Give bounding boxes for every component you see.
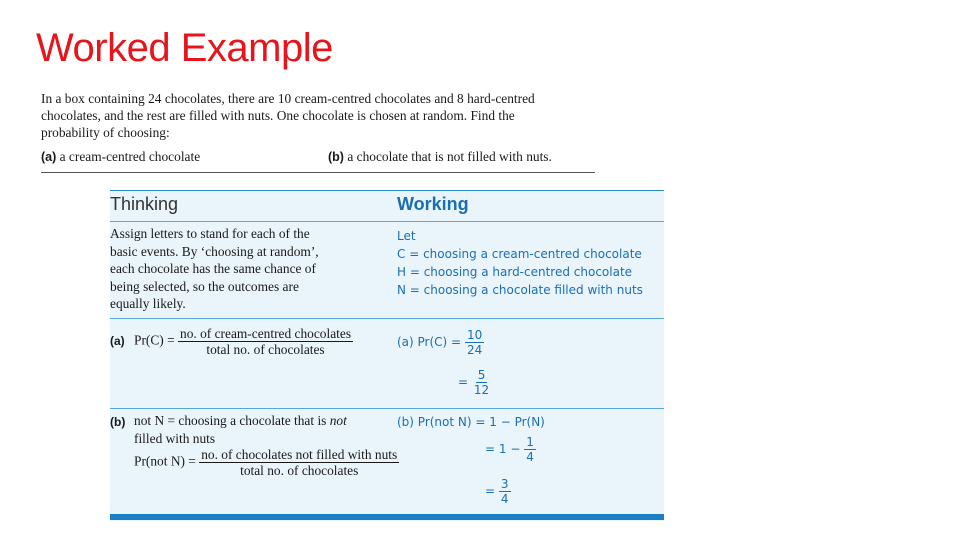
fraction-denominator: 12 [473, 383, 490, 397]
slide-title: Worked Example [36, 26, 333, 70]
thinking-line: basic events. By ‘choosing at random’, [110, 243, 319, 259]
part-b [328, 149, 552, 165]
working-a [397, 328, 484, 357]
working-b-line1: (b) Pr(not N) = 1 − Pr(N) [397, 415, 545, 429]
part-a-text: a cream-centred chocolate [59, 149, 201, 164]
emphasis-not: not [329, 413, 347, 428]
working-a-fraction [465, 328, 484, 357]
working-a-fraction-simplified [472, 368, 491, 397]
fraction-numerator: 10 [466, 328, 483, 342]
thinking-heading: Thinking [110, 194, 179, 214]
part-a [41, 149, 200, 165]
part-a-label: (a) [41, 150, 57, 164]
fraction-numerator: no. of cream-centred chocolates [180, 326, 352, 341]
part-b-label: (b) [328, 150, 344, 164]
working-heading: Working [397, 194, 469, 214]
working-line: Let [397, 229, 416, 243]
formula-a [134, 326, 353, 357]
working-b-eq2: = 1 − [485, 442, 521, 456]
fraction-numerator: 5 [477, 368, 486, 382]
row-divider [110, 408, 664, 409]
solution-table [110, 190, 664, 521]
formula-b-lhs: Pr(not N) = [134, 453, 196, 469]
working-a-step2 [458, 368, 491, 397]
definition-text: not N = choosing a chocolate that is [134, 413, 327, 428]
fraction-denominator: 4 [526, 450, 534, 464]
formula-a-fraction [178, 326, 353, 357]
working-line: C = choosing a cream-centred chocolate [397, 247, 642, 261]
table-bottom-bar [110, 514, 664, 520]
fraction-denominator: 24 [466, 343, 483, 357]
thinking-line: Assign letters to stand for each of the [110, 226, 310, 241]
definition-line2: filled with nuts [134, 431, 216, 446]
thinking-line: equally likely. [110, 296, 186, 311]
formula-a-lhs: Pr(C) = [134, 332, 175, 348]
working-a-prefix: (a) Pr(C) = [397, 335, 462, 349]
formula-b [134, 447, 399, 478]
working-line: H = choosing a hard-centred chocolate [397, 265, 633, 279]
fraction-numerator: 1 [526, 435, 534, 449]
formula-b-fraction [199, 447, 399, 478]
row-a-label: (a) [110, 334, 125, 348]
fraction-denominator: 4 [500, 492, 509, 506]
row-b-label: (b) [110, 415, 126, 429]
equals-sign: = [458, 375, 469, 389]
problem-line: probability of choosing: [41, 125, 170, 140]
row-b-definition [134, 413, 347, 429]
working-b-step3 [485, 477, 511, 506]
working-b-fraction [524, 435, 536, 464]
fraction-numerator: no. of chocolates not filled with nuts [201, 447, 398, 462]
working-b-step2 [485, 435, 536, 464]
divider [41, 172, 595, 173]
problem-line: In a box containing 24 chocolates, there are 10 cream-centred chocolates and 8 hard-centred [41, 91, 535, 106]
fraction-numerator: 3 [500, 477, 509, 491]
row-divider [110, 318, 664, 319]
fraction-denominator: total no. of chocolates [206, 342, 325, 357]
thinking-text-row1 [110, 225, 355, 313]
header-divider [110, 221, 664, 222]
problem-line: chocolates, and the rest are filled with nuts. One chocolate is chosen at random. Find the [41, 108, 515, 123]
working-text-row1 [397, 227, 643, 299]
equals-sign: = [485, 484, 496, 498]
working-line: N = choosing a chocolate filled with nuts [397, 283, 643, 297]
thinking-line: being selected, so the outcomes are [110, 278, 299, 294]
problem-statement [41, 90, 601, 141]
fraction-denominator: total no. of chocolates [240, 463, 359, 478]
working-b-fraction-result [499, 477, 511, 506]
thinking-line: each chocolate has the same chance of [110, 261, 316, 276]
part-b-text: a chocolate that is not filled with nuts. [347, 149, 552, 164]
